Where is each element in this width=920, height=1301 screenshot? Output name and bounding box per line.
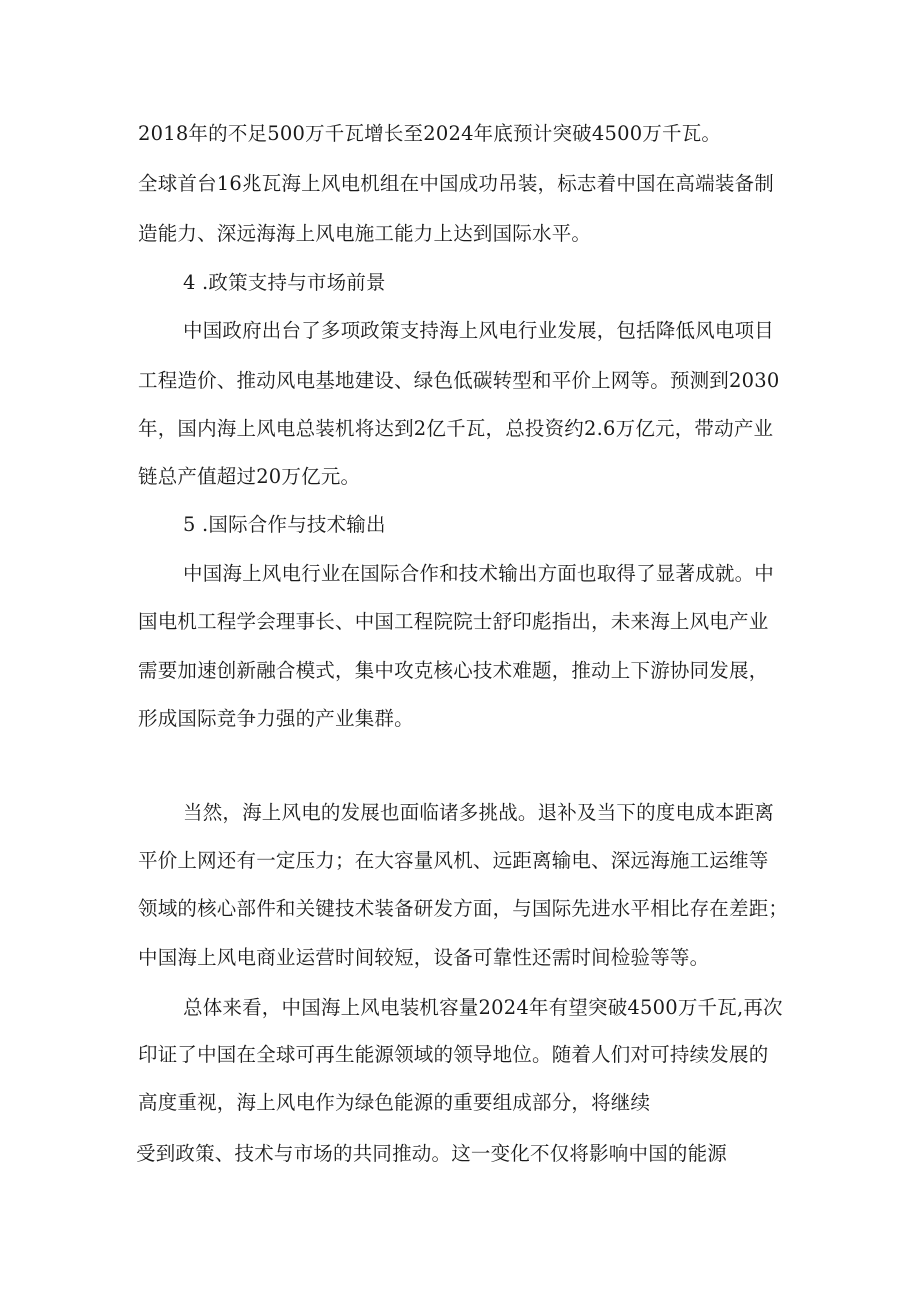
paragraph-line: 总体来看，中国海上风电装机容量2024年有望突破4500万千瓦,再次 (183, 996, 783, 1019)
paragraph-line: 受到政策、技术与市场的共同推动。这一变化不仅将影响中国的能源 (136, 1142, 728, 1165)
section-heading: 4 .政策支持与市场前景 (183, 271, 386, 294)
paragraph-line: 链总产值超过20万亿元。 (138, 465, 361, 488)
paragraph-line: 中国政府出台了多项政策支持海上风电行业发展，包括降低风电项目 (183, 319, 775, 342)
paragraph-line: 年，国内海上风电总装机将达到2亿千瓦，总投资约2.6万亿元，带动产业 (138, 417, 774, 440)
paragraph-line: 高度重视，海上风电作为绿色能源的重要组成部分，将继续 (138, 1091, 651, 1114)
paragraph-line: 全球首台16兆瓦海上风电机组在中国成功吊装，标志着中国在高端装备制 (138, 172, 774, 195)
paragraph-line: 国电机工程学会理事长、中国工程院院士舒印彪指出，未来海上风电产业 (138, 610, 769, 633)
section-heading: 5 .国际合作与技术输出 (183, 513, 386, 536)
paragraph-line: 2018年的不足500万千瓦增长至2024年底预计突破4500万千瓦。 (138, 122, 722, 145)
paragraph-line: 领域的核心部件和关键技术装备研发方面，与国际先进水平相比存在差距； (138, 897, 789, 920)
paragraph-line: 形成国际竞争力强的产业集群。 (138, 707, 414, 730)
paragraph-line: 造能力、深远海海上风电施工能力上达到国际水平。 (138, 222, 592, 245)
paragraph-line: 平价上网还有一定压力；在大容量风机、远距离输电、深远海施工运维等 (138, 849, 769, 872)
paragraph-line: 中国海上风电行业在国际合作和技术输出方面也取得了显著成就。中 (183, 562, 775, 585)
paragraph-line: 需要加速创新融合模式，集中攻克核心技术难题，推动上下游协同发展， (138, 659, 769, 682)
paragraph-line: 中国海上风电商业运营时间较短，设备可靠性还需时间检验等等。 (138, 946, 710, 969)
paragraph-line: 印证了中国在全球可再生能源领域的领导地位。随着人们对可持续发展的 (138, 1043, 769, 1066)
paragraph-line: 当然，海上风电的发展也面临诸多挑战。退补及当下的度电成本距离 (183, 801, 775, 824)
paragraph-line: 工程造价、推动风电基地建设、绿色低碳转型和平价上网等。预测到2030 (138, 369, 780, 392)
